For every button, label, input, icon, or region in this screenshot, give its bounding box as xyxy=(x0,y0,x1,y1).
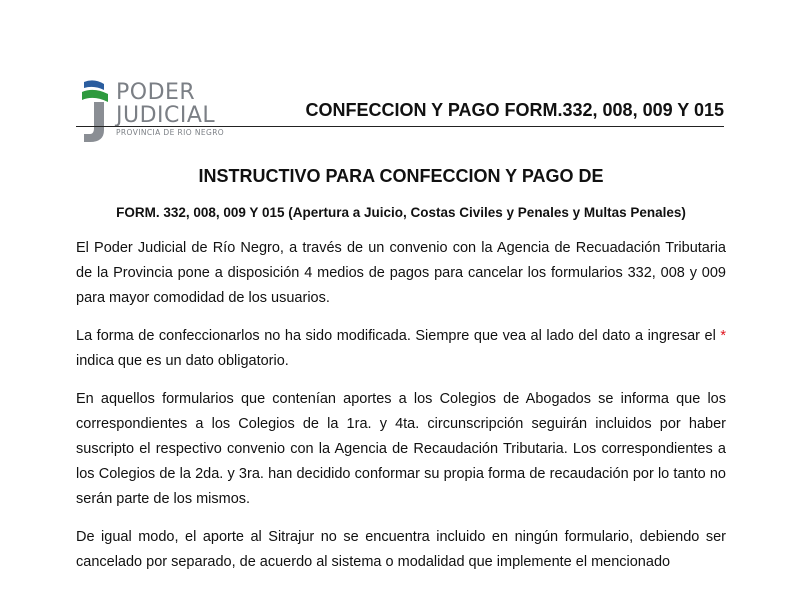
logo-line-provincia: PROVINCIA DE RIO NEGRO xyxy=(116,128,225,137)
paragraph-required-fields-text: La forma de confeccionarlos no ha sido modificada. Siempre que vea al lado del dato a ingresar el xyxy=(76,328,716,344)
poder-judicial-emblem-icon xyxy=(80,78,112,144)
document-subtitle: FORM. 332, 008, 009 Y 015 (Apertura a Juicio, Costas Civiles y Penales y Multas Penales) xyxy=(116,205,686,220)
logo-wordmark xyxy=(116,82,224,137)
paragraph-sitrajur: De igual modo, el aporte al Sitrajur no se encuentra incluido en ningún formulario, debiendo ser cancelado por separado, de acuerdo al sistema o modalidad que implemente el mencionado xyxy=(76,529,726,570)
header-divider xyxy=(76,126,724,127)
header-title: CONFECCION Y PAGO FORM.332, 008, 009 Y 015 xyxy=(305,100,724,120)
document-title: INSTRUCTIVO PARA CONFECCION Y PAGO DE xyxy=(198,166,604,186)
document-body xyxy=(76,166,726,588)
paragraph-colegios: En aquellos formularios que contenían aportes a los Colegios de Abogados se informa que los correspondientes a los Colegios de la 1ra. y 4ta. circunscripción seguirán incluidos por haber suscripto el respectivo convenio con la Agencia de Recaudación Tributaria. Los correspondientes a los Colegios de la 2da. y 3ra. han decidido conformar su propia forma de recaudación por lo tanto no serán parte de los mismos. xyxy=(76,391,726,507)
paragraph-required-fields-text-2: indica que es un dato obligatorio. xyxy=(76,353,289,369)
paragraph-required-fields xyxy=(76,324,726,374)
paragraph-intro: El Poder Judicial de Río Negro, a través de un convenio con la Agencia de Recuadación Tributaria de la Provincia pone a disposición 4 medios de pagos para cancelar los formularios 332, 008 y 009 para mayor comodidad de los usuarios. xyxy=(76,240,726,306)
required-asterisk: * xyxy=(720,328,726,344)
logo-line-judicial: JUDICIAL xyxy=(116,103,216,128)
poder-judicial-logo xyxy=(76,74,236,144)
page-header xyxy=(76,74,728,146)
logo-line-poder: PODER xyxy=(116,80,196,105)
